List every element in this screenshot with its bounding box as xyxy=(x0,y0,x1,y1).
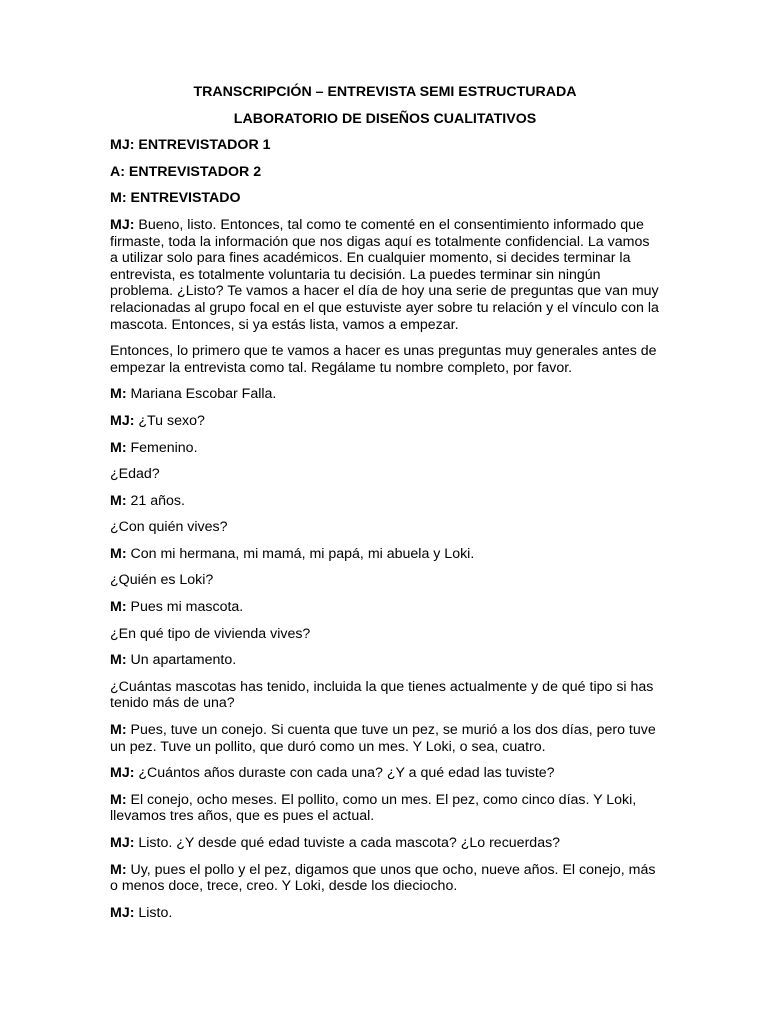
paragraph-text: Un apartamento. xyxy=(126,652,237,669)
speaker-label: M: xyxy=(110,599,127,616)
paragraph-text: ¿Tu sexo? xyxy=(134,412,205,429)
transcript-paragraph xyxy=(110,413,660,430)
transcript-paragraph xyxy=(110,905,660,922)
paragraph-text: 21 años. xyxy=(126,492,185,509)
speaker-label: M: xyxy=(110,386,127,403)
document-subtitle: LABORATORIO DE DISEÑOS CUALITATIVOS xyxy=(233,110,537,127)
transcript-paragraph xyxy=(110,217,660,333)
transcript-paragraph xyxy=(110,466,660,483)
transcript-paragraph xyxy=(110,722,660,755)
transcript-paragraph xyxy=(110,599,660,616)
paragraph-text: Listo. xyxy=(134,904,173,921)
paragraph-text: Mariana Escobar Falla. xyxy=(126,386,277,403)
speaker-label: M: xyxy=(110,861,127,878)
speaker-label: M: xyxy=(110,439,127,456)
speaker-label: M: xyxy=(110,492,127,509)
document-title: TRANSCRIPCIÓN – ENTREVISTA SEMI ESTRUCTURADA xyxy=(193,84,577,100)
transcript-body xyxy=(110,217,660,921)
paragraph-text: El conejo, ocho meses. El pollito, como un mes. El pez, como cinco días. Y Loki, llevamos tres años, que es pues el actual. xyxy=(110,791,637,825)
document-page xyxy=(110,84,660,931)
transcript-paragraph xyxy=(110,679,660,712)
transcript-paragraph xyxy=(110,386,660,403)
speaker-label: MJ: xyxy=(110,904,135,921)
paragraph-text: Bueno, listo. Entonces, tal como te comenté en el consentimiento informado que firmaste, toda la información que nos digas aquí es totalmente confidencial. La vamos a utilizar solo para fines académicos. En cualquier momento, si decides terminar la entrevista, es totalmente voluntaria tu decisión. La puedes terminar sin ningún problema. ¿Listo? Te vamos a hacer el día de hoy una serie de preguntas que van muy relacionadas al grupo focal en el que estuviste ayer sobre tu relación y el vínculo con la mascota. Entonces, si ya estás lista, vamos a empezar. xyxy=(110,216,659,333)
paragraph-text: ¿Quién es Loki? xyxy=(110,572,214,589)
paragraph-text: ¿Cuántas mascotas has tenido, incluida la que tienes actualmente y de qué tipo si has tenido más de una? xyxy=(110,678,654,712)
speaker-label: M: xyxy=(110,652,127,669)
paragraph-text: ¿Con quién vives? xyxy=(110,519,228,536)
transcript-paragraph xyxy=(110,652,660,669)
speaker-label: MJ: xyxy=(110,412,135,429)
speaker-label: MJ: xyxy=(110,216,135,233)
transcript-paragraph xyxy=(110,835,660,852)
transcript-paragraph xyxy=(110,440,660,457)
speaker-label: MJ: xyxy=(110,765,135,782)
paragraph-text: Pues mi mascota. xyxy=(126,599,244,616)
paragraph-text: ¿Cuántos años duraste con cada una? ¿Y a qué edad las tuviste? xyxy=(134,765,555,782)
paragraph-text: Femenino. xyxy=(126,439,198,456)
transcript-paragraph xyxy=(110,519,660,536)
role-interviewee: M: ENTREVISTADO xyxy=(110,190,241,207)
transcript-paragraph xyxy=(110,862,660,895)
transcript-paragraph xyxy=(110,626,660,643)
paragraph-text: Listo. ¿Y desde qué edad tuviste a cada mascota? ¿Lo recuerdas? xyxy=(134,835,561,851)
paragraph-text: ¿En qué tipo de vivienda vives? xyxy=(110,625,311,642)
transcript-paragraph xyxy=(110,765,660,782)
paragraph-text: Pues, tuve un conejo. Si cuenta que tuve un pez, se murió a los dos días, pero tuve un pez. Tuve un pollito, que duró como un mes. Y Loki, o sea, cuatro. xyxy=(110,722,656,755)
paragraph-text: Con mi hermana, mi mamá, mi papá, mi abuela y Loki. xyxy=(126,545,475,562)
role-interviewer-1: MJ: ENTREVISTADOR 1 xyxy=(110,137,271,154)
paragraph-text: ¿Edad? xyxy=(110,466,160,483)
transcript-paragraph xyxy=(110,493,660,510)
transcript-paragraph xyxy=(110,343,660,376)
paragraph-text: Uy, pues el pollo y el pez, digamos que unos que ocho, nueve años. El conejo, más o menos doce, trece, creo. Y Loki, desde los dieciocho. xyxy=(110,861,656,895)
speaker-label: M: xyxy=(110,545,127,562)
transcript-paragraph xyxy=(110,792,660,825)
role-interviewer-2: A: ENTREVISTADOR 2 xyxy=(110,163,262,180)
speaker-label: M: xyxy=(110,722,127,739)
transcript-paragraph xyxy=(110,546,660,563)
speaker-label: MJ: xyxy=(110,835,135,851)
transcript-paragraph xyxy=(110,572,660,589)
paragraph-text: Entonces, lo primero que te vamos a hacer es unas preguntas muy generales antes de empezar la entrevista como tal. Regálame tu nombre completo, por favor. xyxy=(110,343,657,376)
speaker-label: M: xyxy=(110,791,127,808)
